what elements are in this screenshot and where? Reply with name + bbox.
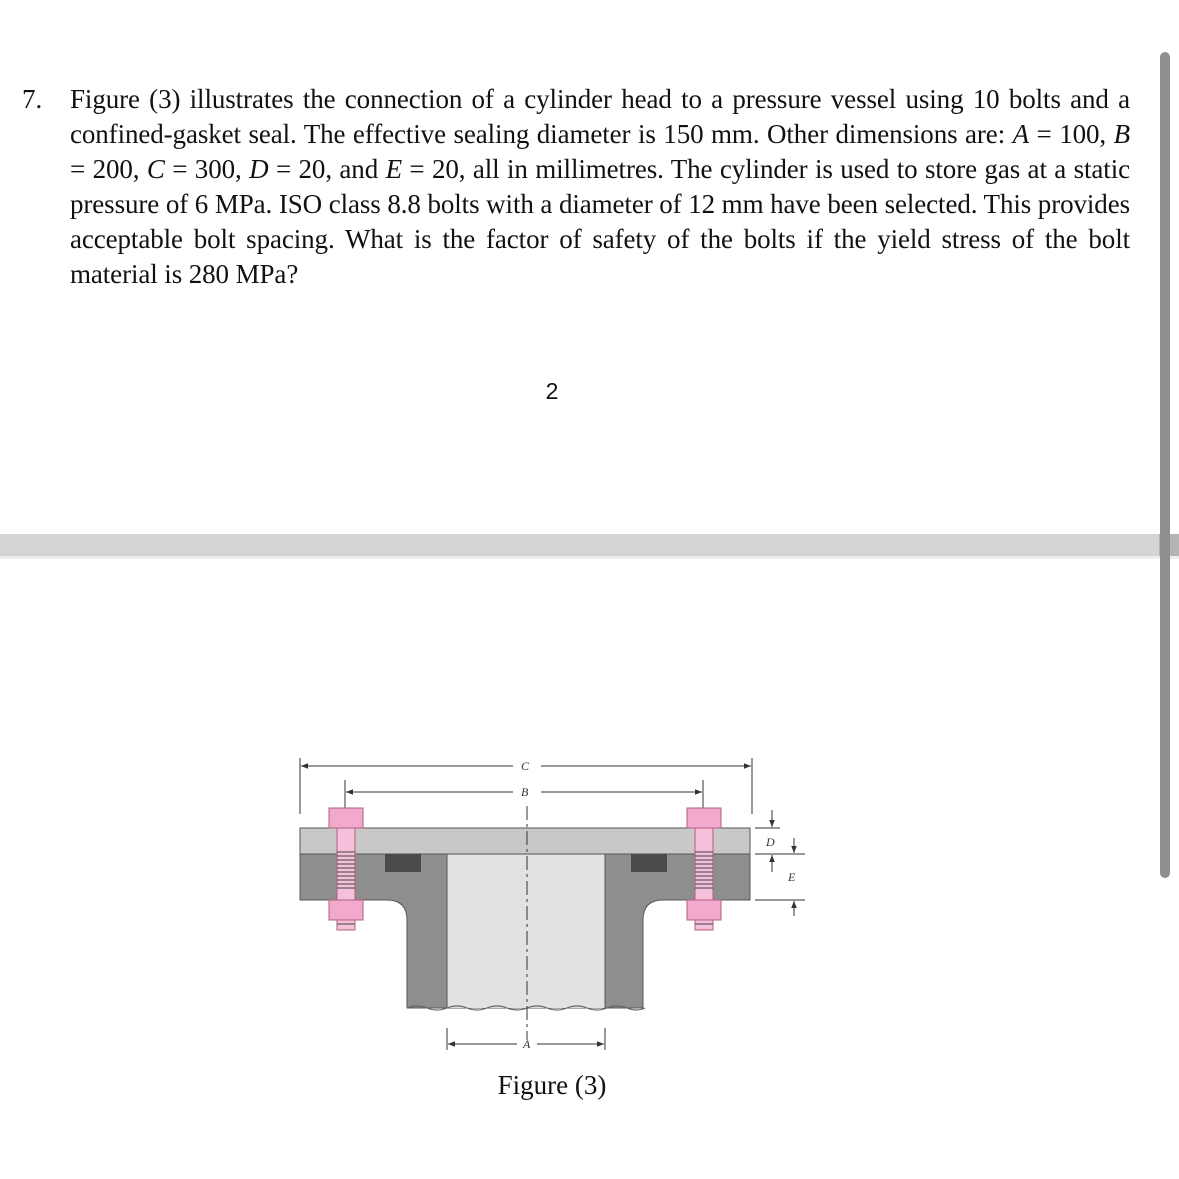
dim-c-label: C: [521, 759, 530, 773]
dim-c-value: = 300,: [164, 154, 250, 184]
dim-c-label: C: [146, 154, 165, 184]
dim-b-label: B: [1113, 119, 1130, 149]
vertical-scrollbar[interactable]: [1160, 52, 1170, 878]
dim-a-label: A: [1012, 119, 1030, 149]
bolt-right-nut: [687, 900, 721, 920]
dim-a-label: A: [523, 1037, 531, 1051]
gasket-right: [631, 854, 667, 872]
figure-caption: Figure (3): [497, 1070, 607, 1100]
problem-text: [70, 82, 1130, 292]
dim-a-value: = 100,: [1029, 119, 1114, 149]
dim-e-label: E: [385, 154, 402, 184]
bolt-right-head: [687, 808, 721, 828]
problem-text-rest: = 20, all in millimetres. The cylinder is used to store gas at a static pressure of 6 MPa. ISO class 8.8 bolts with a diameter of 12 mm have been selected. This provides acceptable bolt spacing. What is the factor of safety of the bolts if the yield stress of the bolt material is 280 MPa?: [70, 154, 1130, 289]
dim-e-label: E: [788, 870, 796, 884]
problem-statement: [22, 82, 1130, 292]
problem-text-intro: Figure (3) illustrates the connection of a cylinder head to a pressure vessel using 10 bolts and a confined-gasket seal. The effective sealing diameter is 150 mm. Other dimensions are:: [70, 84, 1130, 149]
vessel-interior: [447, 854, 605, 1008]
bolt-left-nut: [329, 900, 363, 920]
dim-b-label: B: [521, 785, 529, 799]
cylinder-head-figure: [285, 740, 825, 1070]
problem-number: 7.: [22, 84, 43, 114]
cylinder-head: [300, 828, 750, 854]
dim-d-label: D: [249, 154, 269, 184]
bolt-left-head: [329, 808, 363, 828]
page-separator: [0, 534, 1179, 559]
gasket-left: [385, 854, 421, 872]
page-number: 2: [545, 378, 559, 404]
dim-d-label: D: [766, 835, 775, 849]
dim-d-value: = 20, and: [268, 154, 386, 184]
dim-b-value: = 200,: [70, 154, 147, 184]
